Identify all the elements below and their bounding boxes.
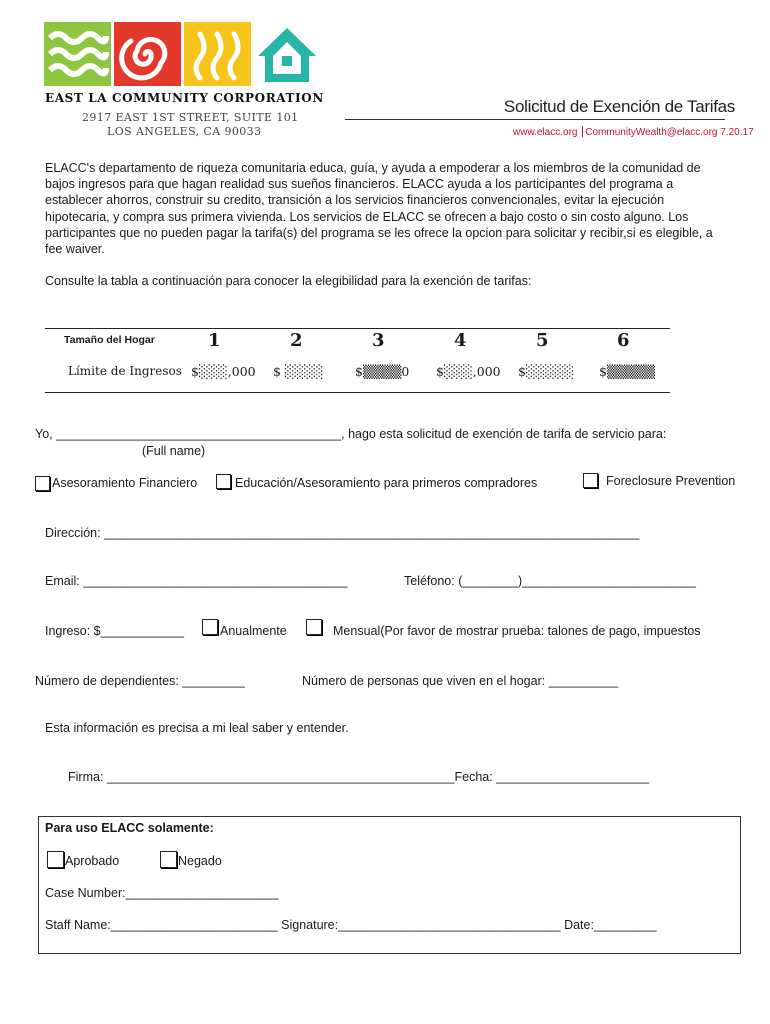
homebuyer-education-label: Educación/Asesoramiento para primeros compradores [235,476,538,490]
income-limit-1: $░░░,000 [191,364,256,379]
approved-checkbox[interactable] [47,851,64,868]
address-field[interactable]: _____________________________________________________________________________ [104,526,640,540]
financial-coaching-label: Asesoramiento Financiero [52,476,198,490]
staff-signature-field[interactable]: ________________________________ [338,918,561,932]
monthly-checkbox[interactable] [306,619,322,635]
homebuyer-education-checkbox[interactable] [216,474,231,489]
income-limit-4: $░░░,000 [436,364,501,379]
household-size-3: 3 [372,330,385,351]
case-number-row [45,886,279,900]
table-instructions: Consulte la tabla a continuación para conocer la elegibilidad para la exención de tarifas: [45,274,532,288]
signature-label: Firma: [68,770,104,784]
address-row [45,526,639,540]
website-link[interactable]: www.elacc.org [513,127,578,138]
foreclosure-prevention-label: Foreclosure Prevention [606,474,736,488]
phone-row [404,574,696,588]
attestation-text: Esta información es precisa a mi leal saber y entender. [45,721,349,735]
house-icon [254,22,321,86]
signature-row [68,770,649,784]
dependents-field[interactable]: _________ [182,674,245,688]
household-size-6: 6 [617,330,630,351]
table-top-rule [45,328,670,329]
intro-paragraph: ELACC's departamento de riqueza comunitaria educa, guía, y ayuda a empoderar a los miembros de la comunidad de bajos ingresos para que hagan realidad sus sueños financieros. ELACC ayuda a los participantes del programa a establecer ahorros, construir su credito, transición a los servicios financieros convencionales, evitar la ejecución hipotecaria, y compra sus primera vivienda. Los servicios de ELACC se ofrecen a bajo costo o sin costo alguno. Los participantes que no pueden pagar la tarifa(s) del programa se les ofrece la opcion para solicitar y recibir,si es elegible, a fee waiver. [45,161,713,257]
yo-prefix: Yo, [35,427,57,441]
office-use-title: Para uso ELACC solamente: [45,821,214,835]
phone-area-code-field[interactable]: ________ [462,574,518,588]
household-field[interactable]: __________ [548,674,619,688]
household-label: Número de personas que viven en el hogar: [302,674,546,688]
email-label: Email: [45,574,80,588]
org-address-line1: 2917 EAST 1ST STREET, SUITE 101 [82,111,299,124]
denied-checkbox[interactable] [160,851,177,868]
separator [582,126,583,137]
approved-label: Aprobado [65,854,120,868]
staff-name-label: Staff Name: [45,918,111,932]
annual-checkbox[interactable] [202,619,218,635]
full-name-field[interactable]: _________________________________________ [56,427,342,441]
household-size-5: 5 [536,330,549,351]
dependents-label: Número de dependientes: [35,674,179,688]
date-label: Fecha: [454,770,493,784]
household-size-label: Tamaño del Hogar [64,334,155,346]
foreclosure-prevention-checkbox[interactable] [583,473,598,488]
household-size-1: 1 [208,330,221,351]
case-number-label: Case Number: [45,886,126,900]
email-link[interactable]: CommunityWealth@elacc.org [585,127,718,138]
contact-line [513,126,754,138]
org-name: EAST LA COMMUNITY CORPORATION [45,91,324,105]
office-use-box [38,816,741,954]
title-rule [345,119,725,120]
income-field[interactable]: ____________ [100,624,185,638]
income-limit-label: Límite de Ingresos [68,364,182,378]
staff-name-field[interactable]: ________________________ [110,918,278,932]
monthly-label: Mensual(Por favor de mostrar prueba: talones de pago, impuestos [333,624,701,638]
case-number-field[interactable]: ______________________ [125,886,279,900]
income-limit-6: $▒▒▒▒▒ [599,364,656,379]
address-label: Dirección: [45,526,101,540]
document-title: Solicitud de Exención de Tarifas [503,97,735,116]
phone-number-field[interactable]: )_________________________ [518,574,696,588]
org-address-line2: LOS ANGELES, CA 90033 [107,125,262,138]
denied-label: Negado [178,854,222,868]
income-limit-2: $ ░░░░ [273,364,324,379]
table-bottom-rule [45,392,670,393]
household-size-4: 4 [454,330,467,351]
phone-label: Teléfono: ( [404,574,463,588]
date-field[interactable]: ______________________ [496,770,650,784]
revision-date: 7.20.17 [720,127,754,138]
staff-date-label: Date: [564,918,594,932]
applicant-line [35,427,666,441]
signature-field[interactable]: __________________________________________________ [106,770,455,784]
staff-date-field[interactable]: _________ [593,918,657,932]
dependents-row [35,674,245,688]
elacc-logo [44,22,319,90]
spiral-icon [114,22,181,86]
income-limit-5: $░░░░░ [518,364,575,379]
income-limit-3: $▒▒▒▒0 [355,364,410,379]
annual-label: Anualmente [220,624,287,638]
staff-signature-label: Signature: [281,918,339,932]
email-row [45,574,347,588]
yo-suffix: , hago esta solicitud de exención de tarifa de servicio para: [341,427,667,441]
flames-icon [184,22,251,86]
email-field[interactable]: ______________________________________ [83,574,348,588]
household-size-2: 2 [290,330,303,351]
household-row [302,674,618,688]
full-name-hint: (Full name) [142,444,206,458]
staff-row [45,918,657,932]
financial-coaching-checkbox[interactable] [35,476,50,491]
waves-icon [44,22,111,86]
income-label: Ingreso: $ [45,624,101,638]
income-row [45,624,184,638]
